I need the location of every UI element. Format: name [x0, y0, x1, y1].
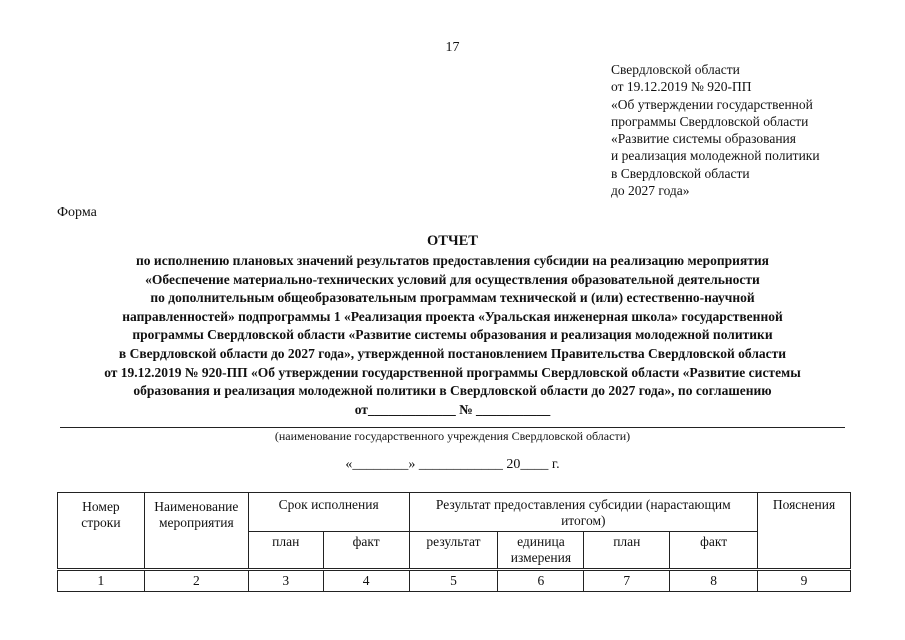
report-description — [30, 252, 875, 419]
header-notes: Пояснения — [758, 493, 851, 570]
header-line: «Развитие системы образования — [611, 131, 796, 147]
header-activity-name: Наименование мероприятия — [144, 493, 248, 570]
report-title: ОТЧЕТ — [427, 233, 478, 249]
header-line: и реализация молодежной политики — [611, 148, 820, 164]
column-number: 3 — [248, 570, 323, 592]
subheader-fact: факт — [323, 532, 409, 570]
column-number: 8 — [670, 570, 758, 592]
description-line: в Свердловской области до 2027 года», утвержденной постановлением Правительства Свердловской области — [118, 345, 787, 361]
approval-header-block — [611, 61, 820, 199]
column-number: 2 — [144, 570, 248, 592]
institution-underline — [60, 427, 845, 428]
description-line: направленностей» подпрограммы 1 «Реализация проекта «Уральская инженерная школа» государственной — [122, 308, 783, 324]
header-line: в Свердловской области — [611, 165, 750, 181]
header-result-group: Результат предоставления субсидии (нарастающим итогом) — [409, 493, 758, 532]
header-line: до 2027 года» — [611, 183, 690, 199]
description-line: «Обеспечение материально-технических условий для осуществления образовательной деятельности — [145, 271, 760, 287]
description-line: образования и реализация молодежной политики в Свердловской области до 2027 года», по соглашению — [133, 383, 772, 399]
institution-caption: (наименование государственного учреждения Свердловской области) — [274, 429, 631, 443]
header-line: программы Свердловской области — [611, 113, 809, 129]
subheader-plan: план — [248, 532, 323, 570]
description-line: по исполнению плановых значений результатов предоставления субсидии на реализацию мероприятия — [136, 253, 769, 268]
page-number: 17 — [445, 40, 460, 55]
column-number: 1 — [58, 570, 145, 592]
header-row-number: Номер строки — [58, 493, 145, 570]
table-column-numbers-row — [58, 570, 851, 592]
column-number: 9 — [758, 570, 851, 592]
report-table — [57, 492, 851, 592]
column-number: 6 — [498, 570, 584, 592]
table-header-row — [58, 493, 851, 532]
header-deadline: Срок исполнения — [248, 493, 409, 532]
column-number: 4 — [323, 570, 409, 592]
header-line: от 19.12.2019 № 920-ПП — [611, 79, 752, 95]
date-line: «________» ____________ 20____ г. — [345, 457, 560, 472]
subheader-result: результат — [409, 532, 498, 570]
description-line: по дополнительным общеобразовательным программам технической и (или) естественно-научной — [150, 290, 755, 306]
subheader-unit: единица измерения — [498, 532, 584, 570]
description-line: от 19.12.2019 № 920-ПП «Об утверждении государственной программы Свердловской области «Развитие системы — [104, 364, 801, 380]
description-line: программы Свердловской области «Развитие системы образования и реализация молодежной политики — [132, 327, 773, 343]
agreement-line: от_____________ № ___________ — [354, 401, 551, 417]
subheader-plan: план — [584, 532, 670, 570]
column-number: 5 — [409, 570, 498, 592]
subheader-fact: факт — [670, 532, 758, 570]
header-line: Свердловской области — [611, 62, 740, 77]
form-label: Форма — [57, 205, 97, 220]
header-line: «Об утверждении государственной — [611, 96, 813, 112]
column-number: 7 — [584, 570, 670, 592]
